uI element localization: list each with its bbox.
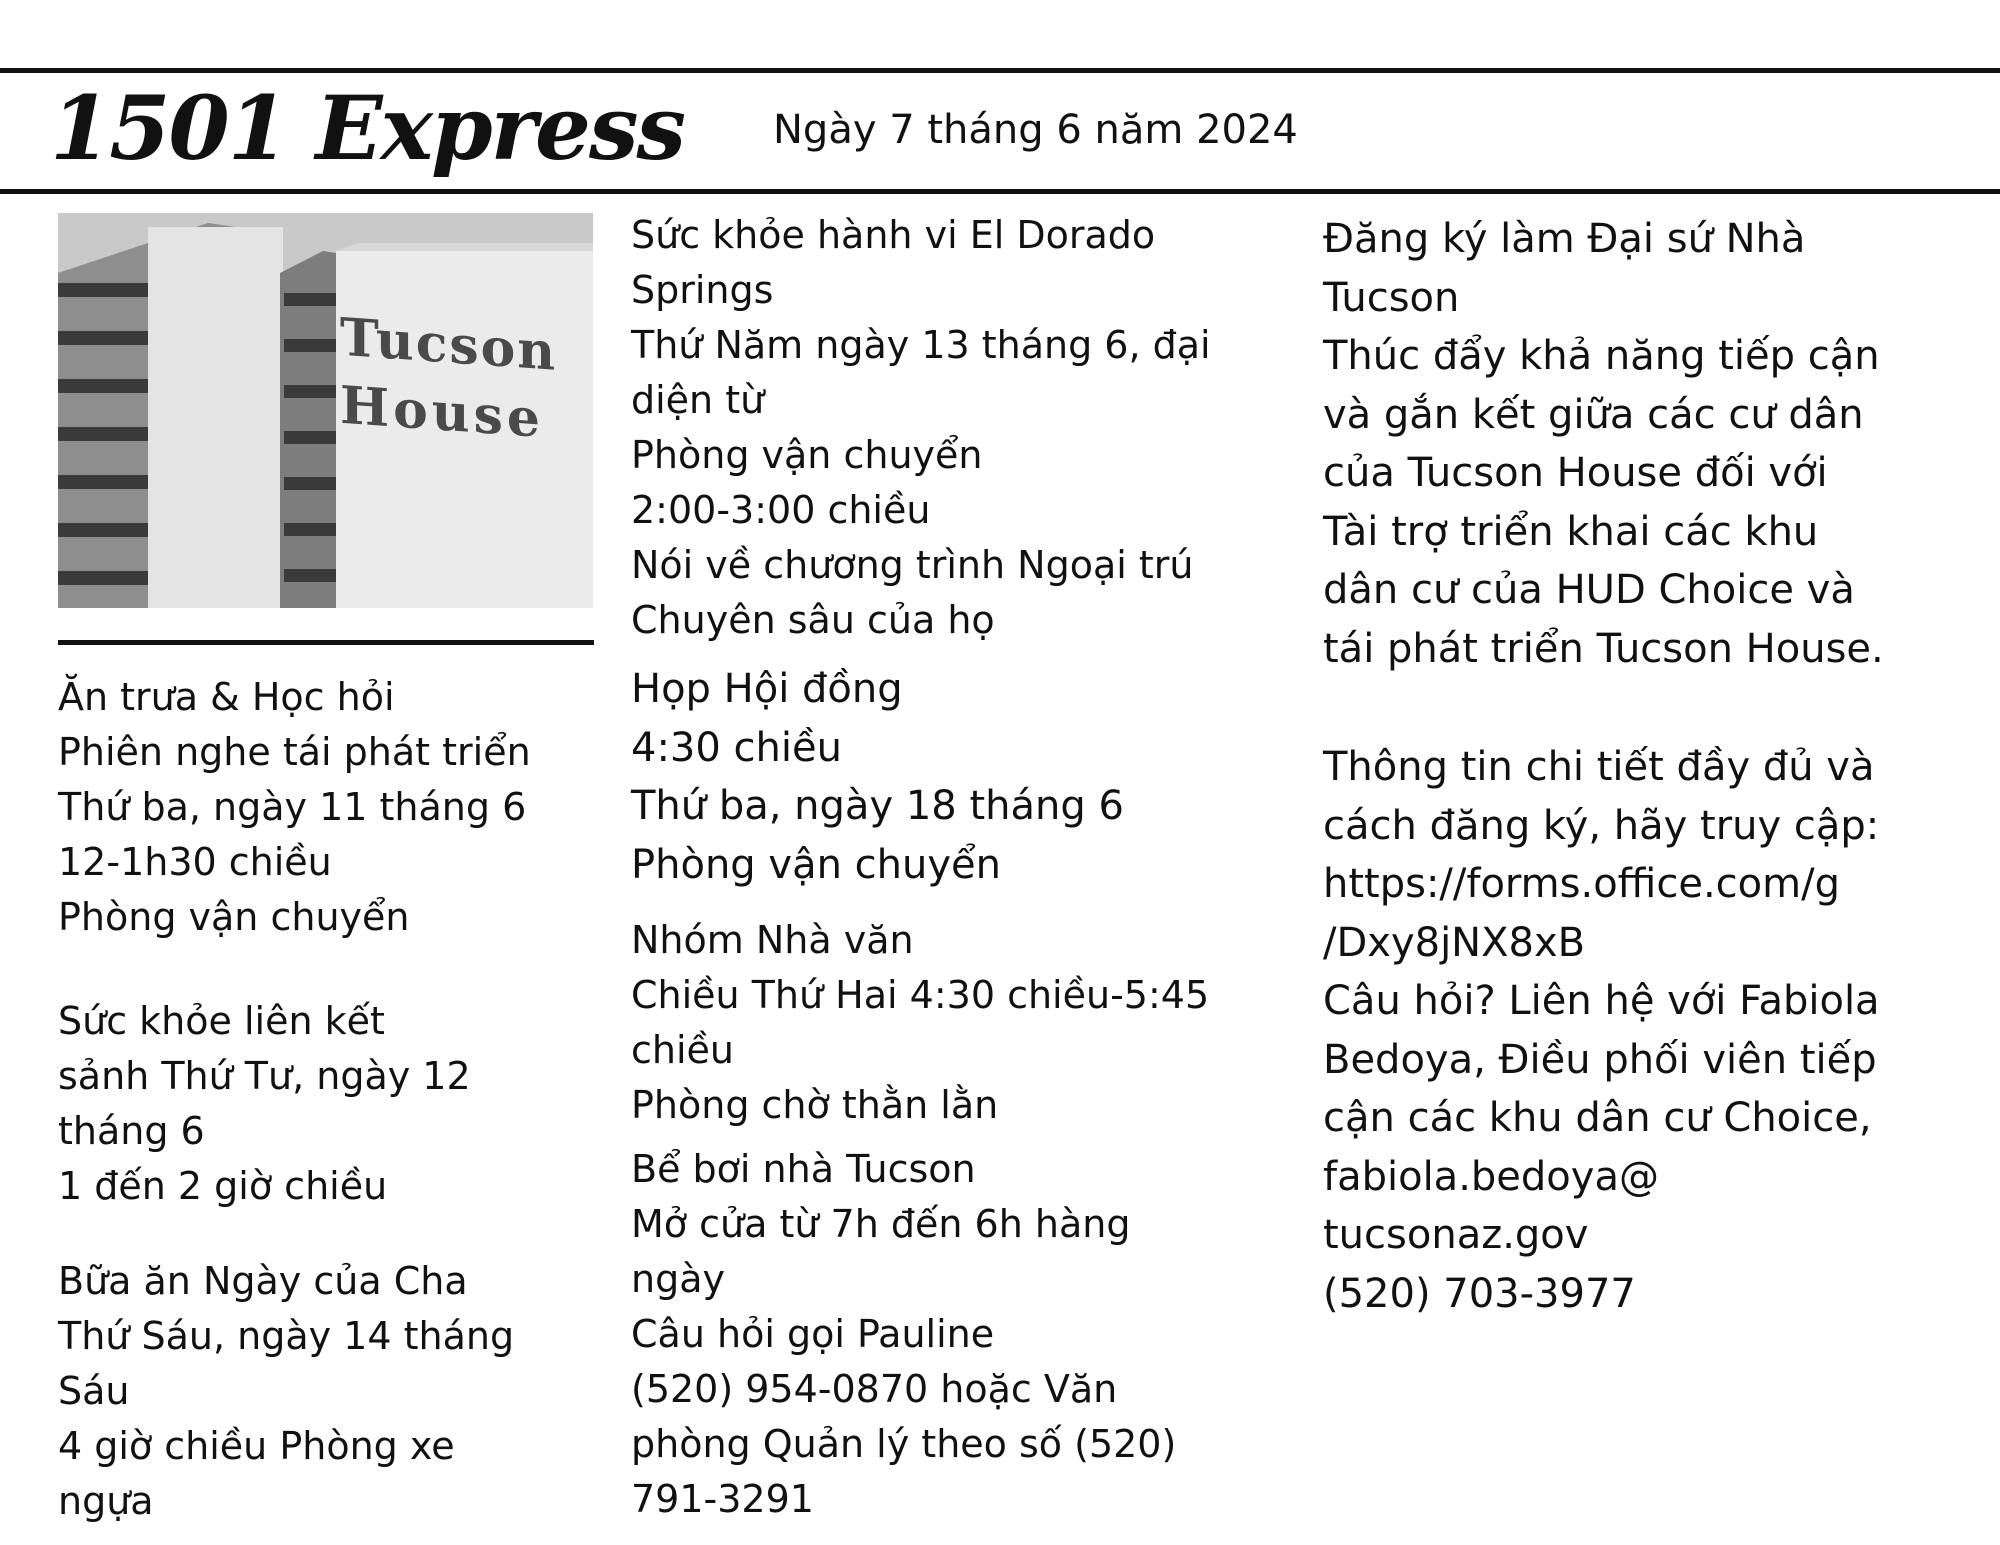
event-description: Chuyên sâu của họ: [631, 598, 995, 642]
section-title: Đăng ký làm Đại sứ Nhà: [1323, 216, 1806, 262]
section-text: và gắn kết giữa các cư dân: [1323, 391, 1864, 438]
event-time: Chiều Thứ Hai 4:30 chiều-5:45: [631, 973, 1210, 1017]
event-location: Phòng chờ thằn lằn: [631, 1083, 999, 1127]
event-contact: Câu hỏi gọi Pauline: [631, 1312, 995, 1356]
event-time: 12-1h30 chiều: [58, 840, 332, 884]
event-location: Phòng vận chuyển: [58, 895, 410, 939]
section-text: Thúc đẩy khả năng tiếp cận: [1323, 333, 1880, 379]
event-writers-group: [631, 913, 1209, 1133]
section-text: dân cư của HUD Choice và: [1323, 567, 1855, 613]
event-time: 1 đến 2 giờ chiều: [58, 1164, 388, 1208]
tucson-house-photo: [58, 213, 593, 608]
ambassador-signup: [1323, 210, 1884, 678]
signup-link[interactable]: https://forms.office.com/g: [1323, 861, 1840, 907]
event-title: Bữa ăn Ngày của Cha: [58, 1259, 468, 1303]
event-time: 2:00-3:00 chiều: [631, 488, 931, 532]
section-text: tái phát triển Tucson House.: [1323, 625, 1884, 672]
event-fathers-day: [58, 1254, 514, 1529]
signup-link[interactable]: /Dxy8jNX8xB: [1323, 919, 1586, 966]
event-date: Thứ Sáu, ngày 14 tháng: [58, 1314, 515, 1358]
newsletter-title: 1501 Express: [50, 76, 685, 180]
section-text: Bedoya, Điều phối viên tiếp: [1323, 1036, 1877, 1083]
section-text: cách đăng ký, hãy truy cập:: [1323, 802, 1880, 849]
event-description: Nói về chương trình Ngoại trú: [631, 543, 1194, 587]
building-sign-line1: Tucson: [340, 306, 558, 383]
event-line: tháng 6: [58, 1109, 205, 1153]
event-line: sảnh Thứ Tư, ngày 12: [58, 1054, 471, 1098]
event-line: Phiên nghe tái phát triển: [58, 730, 531, 774]
event-line: ngày: [631, 1257, 725, 1301]
event-title: Nhóm Nhà văn: [631, 918, 914, 962]
event-title: Sức khỏe liên kết: [58, 999, 385, 1043]
event-date: Thứ ba, ngày 18 tháng 6: [631, 783, 1124, 829]
event-line: diện từ: [631, 378, 765, 422]
event-line: Springs: [631, 268, 774, 312]
contact-phone: (520) 703-3977: [1323, 1270, 1636, 1317]
event-location: Phòng vận chuyển: [631, 433, 983, 477]
event-title: Họp Hội đồng: [631, 666, 903, 712]
issue-date: Ngày 7 tháng 6 năm 2024: [773, 107, 1298, 153]
section-title: Tucson: [1323, 274, 1460, 321]
column-divider-rule: [58, 640, 594, 645]
section-text: Câu hỏi? Liên hệ với Fabiola: [1323, 978, 1880, 1024]
event-phone: (520) 954-0870 hoặc Văn: [631, 1367, 1118, 1411]
building-sign-line2: House: [340, 374, 544, 450]
event-behavioral-health: [631, 208, 1211, 648]
section-text: Thông tin chi tiết đầy đủ và: [1323, 744, 1875, 790]
event-phone: 791-3291: [631, 1477, 814, 1521]
contact-info: [1323, 738, 1880, 1323]
event-board-meeting: [631, 660, 1124, 894]
header-bottom-rule: [0, 189, 2000, 194]
top-rule: [0, 68, 2000, 73]
event-date: Thứ ba, ngày 11 tháng 6: [58, 785, 527, 829]
event-title: Ăn trưa & Học hỏi: [58, 675, 395, 719]
contact-email[interactable]: tucsonaz.gov: [1323, 1212, 1589, 1258]
event-title: Bể bơi nhà Tucson: [631, 1147, 976, 1191]
event-line: chiều: [631, 1028, 734, 1072]
section-text: cận các khu dân cư Choice,: [1323, 1095, 1872, 1141]
event-pool: [631, 1142, 1176, 1527]
event-date: Thứ Năm ngày 13 tháng 6, đại: [631, 323, 1211, 367]
event-time-location: 4 giờ chiều Phòng xe: [58, 1424, 455, 1468]
event-hours: Mở cửa từ 7h đến 6h hàng: [631, 1202, 1131, 1246]
section-text: của Tucson House đối với: [1323, 450, 1828, 496]
event-health-link: [58, 994, 471, 1214]
event-lunch-learn: [58, 670, 531, 945]
event-phone: phòng Quản lý theo số (520): [631, 1422, 1177, 1466]
section-text: Tài trợ triển khai các khu: [1323, 508, 1819, 555]
event-location: Phòng vận chuyển: [631, 841, 1001, 888]
event-time: 4:30 chiều: [631, 724, 842, 771]
event-line: ngựa: [58, 1479, 154, 1523]
event-line: Sáu: [58, 1369, 130, 1413]
contact-email[interactable]: fabiola.bedoya@: [1323, 1153, 1659, 1200]
event-title: Sức khỏe hành vi El Dorado: [631, 213, 1156, 257]
